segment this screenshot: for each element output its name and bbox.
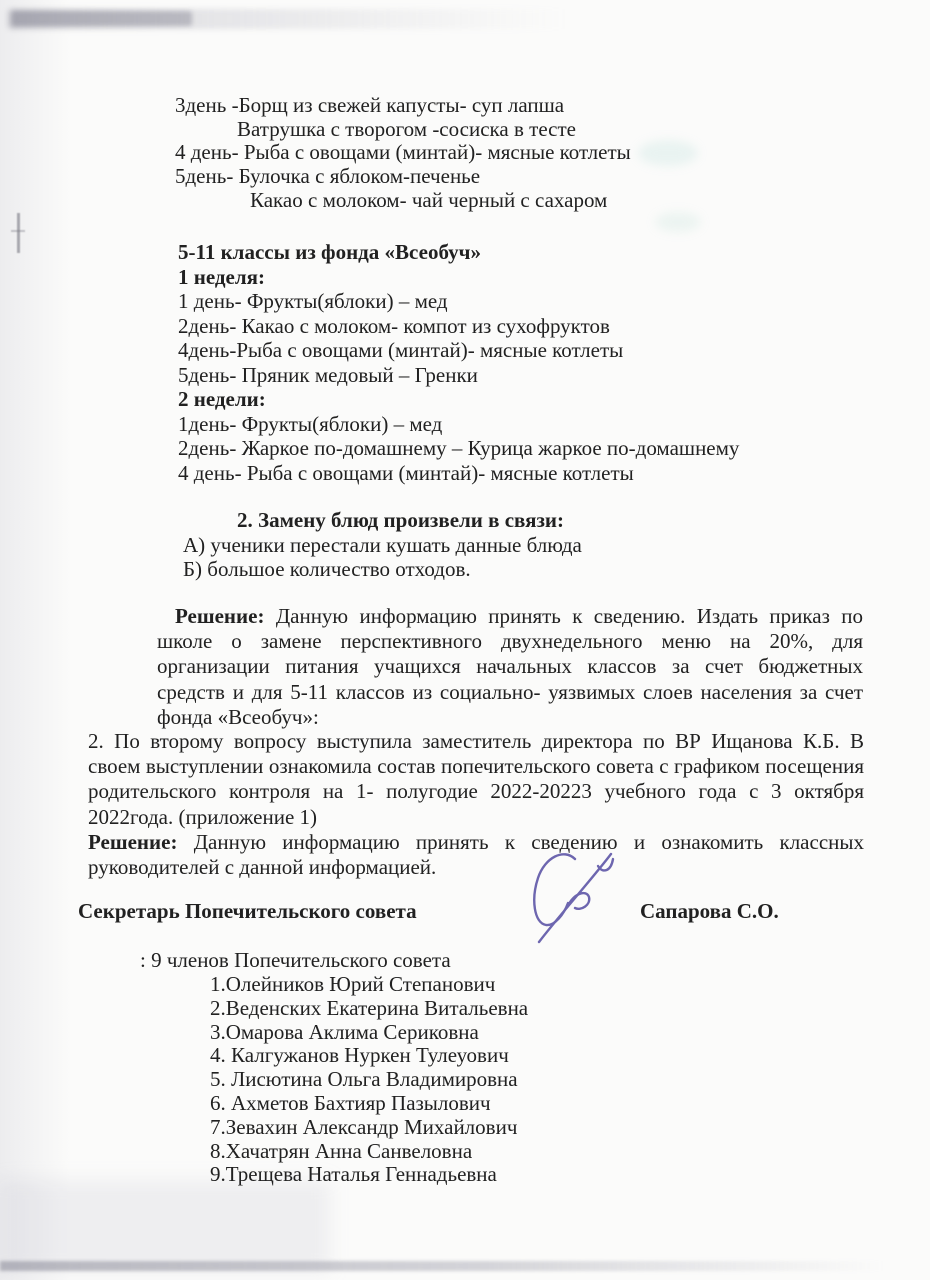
week1-label: 1 неделя: — [178, 264, 265, 289]
member-item: 7.Зевахин Александр Михайлович — [210, 1114, 518, 1139]
scan-edge-tint — [0, 0, 70, 1280]
member-item: 9.Трещева Наталья Геннадьевна — [210, 1162, 497, 1187]
pencil-tick — [11, 230, 25, 232]
scan-smudge-top-dark — [12, 11, 192, 26]
scan-color-noise — [638, 140, 698, 166]
menu-days-3-5-block — [175, 94, 631, 213]
resolution-text: Данную информацию принять к сведению и ознакомить классных руководителей с данной информацией. — [88, 829, 864, 880]
members-heading: : 9 членов Попечительского совета — [140, 948, 451, 972]
menu-line: 1 день- Фрукты(яблоки) – мед — [178, 289, 448, 313]
menu-line: 5день- Булочка с яблоком-печенье — [175, 164, 481, 189]
menu-line: 4 день- Рыба с овощами (минтай)- мясные котлеты — [175, 140, 631, 165]
replacement-section — [183, 508, 582, 582]
handwritten-signature — [512, 843, 630, 955]
member-item: 6. Ахметов Бахтияр Пазылович — [210, 1090, 491, 1115]
member-item: 1.Олейников Юрий Степанович — [210, 972, 496, 996]
members-list — [210, 973, 528, 1187]
week2-label: 2 недели: — [178, 387, 266, 411]
menu-line: 2день- Жаркое по-домашнему – Курица жаркое по-домашнему — [178, 436, 740, 460]
scan-color-noise — [655, 212, 701, 232]
secretary-title: Секретарь Попечительского совета — [78, 899, 417, 923]
menu-line: 4день-Рыба с овощами (минтай)- мясные котлеты — [178, 338, 624, 362]
menu-line: 3день -Борщ из свежей капусты- суп лапша — [175, 93, 565, 117]
reason-item: А) ученики перестали кушать данные блюда — [183, 532, 582, 557]
resolution-label: Решение: — [175, 604, 265, 628]
menu-line: 1день- Фрукты(яблоки) – мед — [178, 411, 443, 436]
secretary-name: Сапарова С.О. — [640, 899, 779, 923]
question-2-block — [88, 729, 864, 880]
pencil-mark — [17, 213, 20, 253]
fund-section — [178, 240, 739, 485]
menu-line: 4 день- Рыба с овощами (минтай)- мясные котлеты — [178, 460, 634, 485]
fund-section-title: 5-11 классы из фонда «Всеобуч» — [178, 240, 481, 264]
menu-line: Какао с молоком- чай черный с сахаром — [250, 187, 608, 212]
member-item: 4. Калгужанов Нуркен Тулеуович — [210, 1043, 509, 1068]
resolution-1-paragraph — [157, 604, 863, 730]
menu-line: 2день- Какао с молоком- компот из сухофруктов — [178, 313, 610, 338]
member-item: 2.Веденских Екатерина Витальевна — [210, 995, 529, 1020]
scan-shadow-bottom — [0, 1261, 885, 1271]
menu-line: 5день- Пряник медовый – Гренки — [178, 362, 478, 387]
resolution-label: Решение: — [88, 829, 178, 854]
member-item: 3.Омарова Аклима Сериковна — [210, 1019, 479, 1044]
replacement-heading: 2. Замену блюд произвели в связи: — [237, 508, 565, 532]
menu-line: Ватрушка с творогом -сосиска в тесте — [237, 116, 576, 141]
reason-item: Б) большое количество отходов. — [183, 557, 471, 582]
member-item: 5. Лисютина Ольга Владимировна — [210, 1067, 518, 1092]
resolution-2-paragraph — [88, 830, 864, 880]
resolution-text: Данную информацию принять к сведению. Издать приказ по школе о замене перспективного двухнедельного меню на 20%, для организации питания учащихся начальных классов за счет бюджетных средств и для 5-11 классов из социально- уязвимых слоев населения за счет фонда «Всеобуч»: — [157, 604, 863, 729]
member-item: 8.Хачатрян Анна Санвеловна — [210, 1138, 473, 1163]
scan-shadow-bottom-left — [0, 1180, 330, 1272]
question-2-paragraph: 2. По второму вопросу выступила заместитель директора по ВР Ищанова К.Б. В своем выступлении ознакомила состав попечительского совета с графиком посещения родительского контроля на 1- полугодие 2022-20223 учебного года с 3 октября 2022года. (приложение 1) — [88, 729, 864, 829]
